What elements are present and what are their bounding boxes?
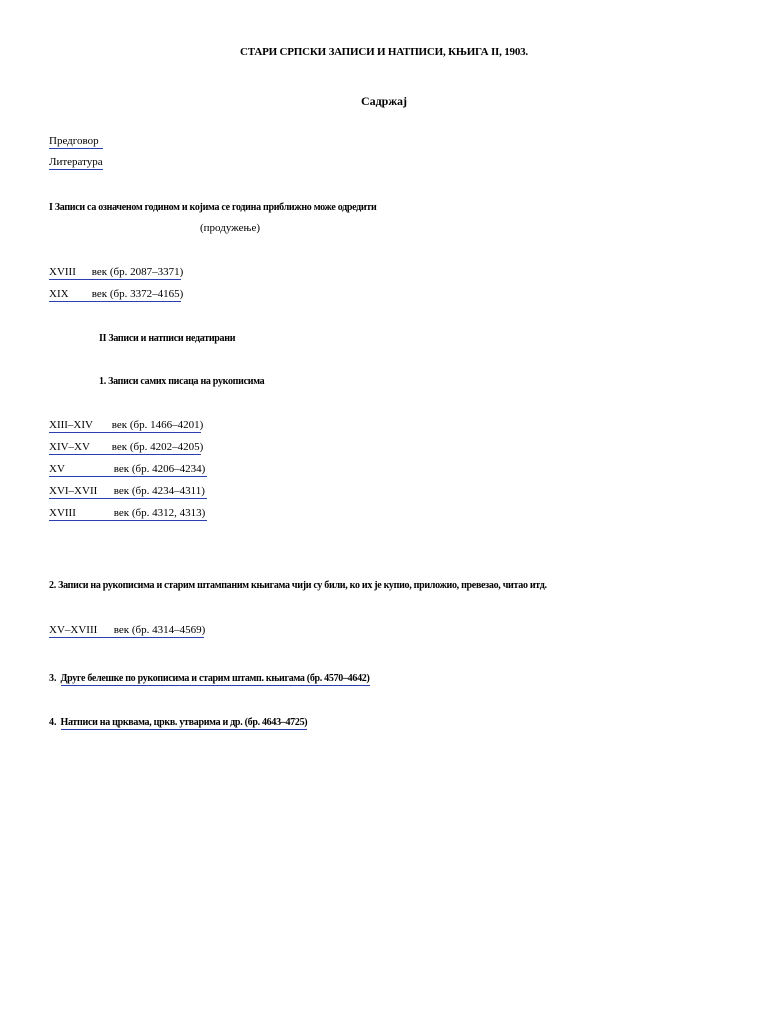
toc-row-century: XIII–XIV	[49, 419, 93, 431]
toc-row-xv[interactable]	[49, 463, 207, 477]
subsection-3	[49, 668, 370, 686]
document-title: СТАРИ СРПСКИ ЗАПИСИ И НАТПИСИ, КЊИГА II, 1903.	[240, 46, 528, 58]
toc-row-xiv-xv[interactable]	[49, 441, 204, 455]
toc-row-range: век (бр. 4312, 4313)	[113, 507, 206, 519]
toc-row-xviii[interactable]	[49, 266, 184, 280]
literature-link[interactable]: Литература	[49, 156, 103, 168]
toc-row-century: XVI–XVII	[49, 485, 98, 497]
subsection-4-number: 4.	[49, 717, 57, 728]
preface-link[interactable]: Предговор	[49, 135, 103, 149]
toc-row-century: XVIII	[49, 507, 76, 519]
toc-row-century: XV	[49, 463, 65, 475]
subsection-2-heading: 2. Записи на рукописима и старим штампаним књигама чији су били, ко их је купио, приложио, превезао, читао итд.	[49, 580, 547, 591]
subsection-1-heading: 1. Записи самих писаца на рукописима	[99, 376, 265, 387]
toc-row-xiii-xiv[interactable]	[49, 419, 204, 433]
toc-row-range: век (бр. 2087–3371)	[91, 266, 184, 278]
toc-row-range: век (бр. 3372–4165)	[91, 288, 184, 300]
section-1-note: (продужење)	[200, 222, 261, 234]
subsection-3-number: 3.	[49, 673, 57, 684]
toc-row-century: XIV–XV	[49, 441, 90, 453]
toc-row-range: век (бр. 4202–4205)	[111, 441, 204, 453]
toc-row-range: век (бр. 1466–4201)	[111, 419, 204, 431]
toc-row-xviii-b[interactable]	[49, 507, 207, 521]
toc-row-century: XIX	[49, 288, 69, 300]
toc-row-century: XV–XVIII	[49, 624, 98, 636]
subsection-4-link[interactable]: Натписи на црквама, цркв. утварима и др. (бр. 4643–4725)	[60, 717, 308, 728]
toc-row-range: век (бр. 4314–4569)	[113, 624, 206, 636]
subsection-3-link[interactable]: Друге белешке по рукописима и старим штамп. књигама (бр. 4570–4642)	[60, 673, 370, 684]
section-2-heading: II Записи и натписи недатирани	[99, 333, 236, 344]
toc-row-xv-xviii[interactable]	[49, 624, 204, 638]
subsection-4	[49, 712, 307, 730]
toc-row-century: XVIII	[49, 266, 76, 278]
section-1-heading: I Записи са означеном годином и којима се година приближно може одредити	[49, 202, 377, 213]
toc-row-xvi-xvii[interactable]	[49, 485, 207, 499]
contents-heading: Садржај	[360, 94, 408, 108]
toc-row-xix[interactable]	[49, 288, 184, 302]
toc-row-range: век (бр. 4206–4234)	[113, 463, 206, 475]
toc-row-range: век (бр. 4234–4311)	[113, 485, 205, 497]
